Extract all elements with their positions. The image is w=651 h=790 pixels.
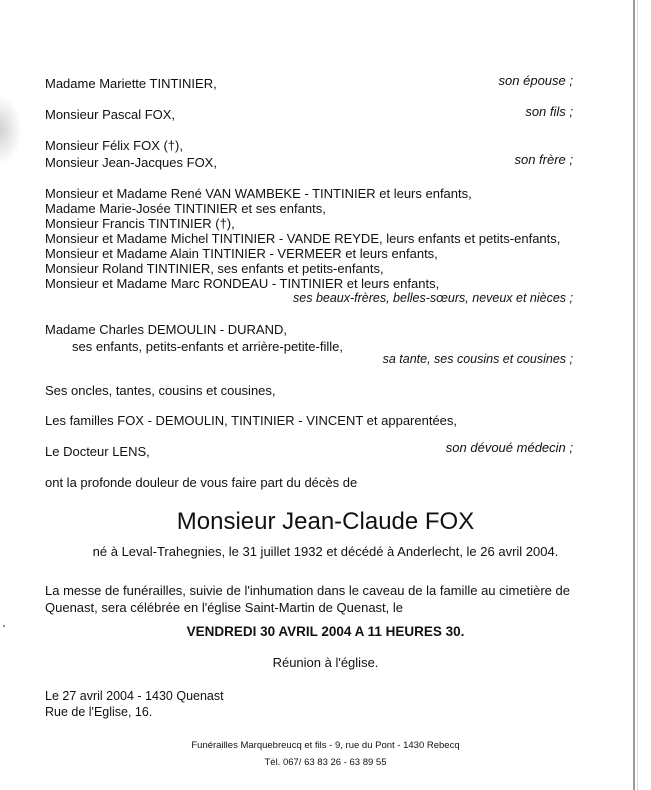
relative-line: Monsieur et Madame Marc RONDEAU - TINTINIER et leurs enfants,: [45, 276, 440, 291]
relation-label: son dévoué médecin ;: [445, 440, 573, 455]
funeral-home-info: Funérailles Marquebreucq et fils - 9, rue du Pont - 1430 Rebecq: [191, 740, 460, 751]
relative-line: Madame Charles DEMOULIN - DURAND,: [45, 322, 287, 337]
announcement-text: ont la profonde douleur de vous faire part du décès de: [45, 475, 358, 490]
relative-line: Monsieur et Madame Michel TINTINIER - VANDE REYDE, leurs enfants et petits-enfants,: [45, 231, 561, 246]
relative-line: Monsieur et Madame Alain TINTINIER - VERMEER et leurs enfants,: [45, 246, 438, 261]
relative-line: Monsieur et Madame René VAN WAMBEKE - TINTINIER et leurs enfants,: [45, 186, 472, 201]
relative-line: Ses oncles, tantes, cousins et cousines,: [45, 383, 276, 398]
relative-line: Monsieur Roland TINTINIER, ses enfants et petits-enfants,: [45, 261, 384, 276]
relative-line: Monsieur Pascal FOX,: [45, 107, 176, 122]
relative-line: Monsieur Francis TINTINIER (†),: [45, 216, 235, 231]
relative-line: Madame Marie-Josée TINTINIER et ses enfants,: [45, 201, 326, 216]
relation-label: son épouse ;: [498, 73, 573, 88]
funeral-line: La messe de funérailles, suivie de l'inhumation dans le caveau de la famille au cimetière de: [45, 583, 570, 598]
sender-address: Le 27 avril 2004 - 1430 Quenast: [45, 689, 224, 703]
gathering-text: Réunion à l'église.: [272, 655, 379, 670]
relation-label: son fils ;: [525, 104, 573, 119]
sender-address: Rue de l'Eglise, 16.: [45, 705, 153, 719]
relative-line: ses enfants, petits-enfants et arrière-petite-fille,: [72, 339, 343, 354]
funeral-home-phone: Tél. 067/ 63 83 26 - 63 89 55: [264, 757, 387, 768]
relative-line: Monsieur Jean-Jacques FOX,: [45, 155, 217, 170]
relation-label: ses beaux-frères, belles-sœurs, neveux et nièces ;: [293, 291, 573, 305]
relative-line: Madame Mariette TINTINIER,: [45, 76, 217, 91]
deceased-name: Monsieur Jean-Claude FOX: [176, 508, 475, 535]
page-edge-shadow: [637, 0, 638, 790]
relation-label: sa tante, ses cousins et cousines ;: [382, 352, 573, 366]
relative-line: Le Docteur LENS,: [45, 444, 150, 459]
relation-label: son frère ;: [514, 152, 573, 167]
scan-smudge: [0, 95, 22, 165]
relative-line: Monsieur Félix FOX (†),: [45, 138, 183, 153]
birth-death-line: né à Leval-Trahegnies, le 31 juillet 1932 et décédé à Anderlecht, le 26 avril 2004.: [92, 544, 559, 559]
page-edge-line: [633, 0, 635, 790]
funeral-datetime: VENDREDI 30 AVRIL 2004 A 11 HEURES 30.: [186, 624, 465, 639]
funeral-line: Quenast, sera célébrée en l'église Saint-Martin de Quenast, le: [45, 600, 404, 615]
relative-line: Les familles FOX - DEMOULIN, TINTINIER - VINCENT et apparentées,: [45, 413, 458, 428]
